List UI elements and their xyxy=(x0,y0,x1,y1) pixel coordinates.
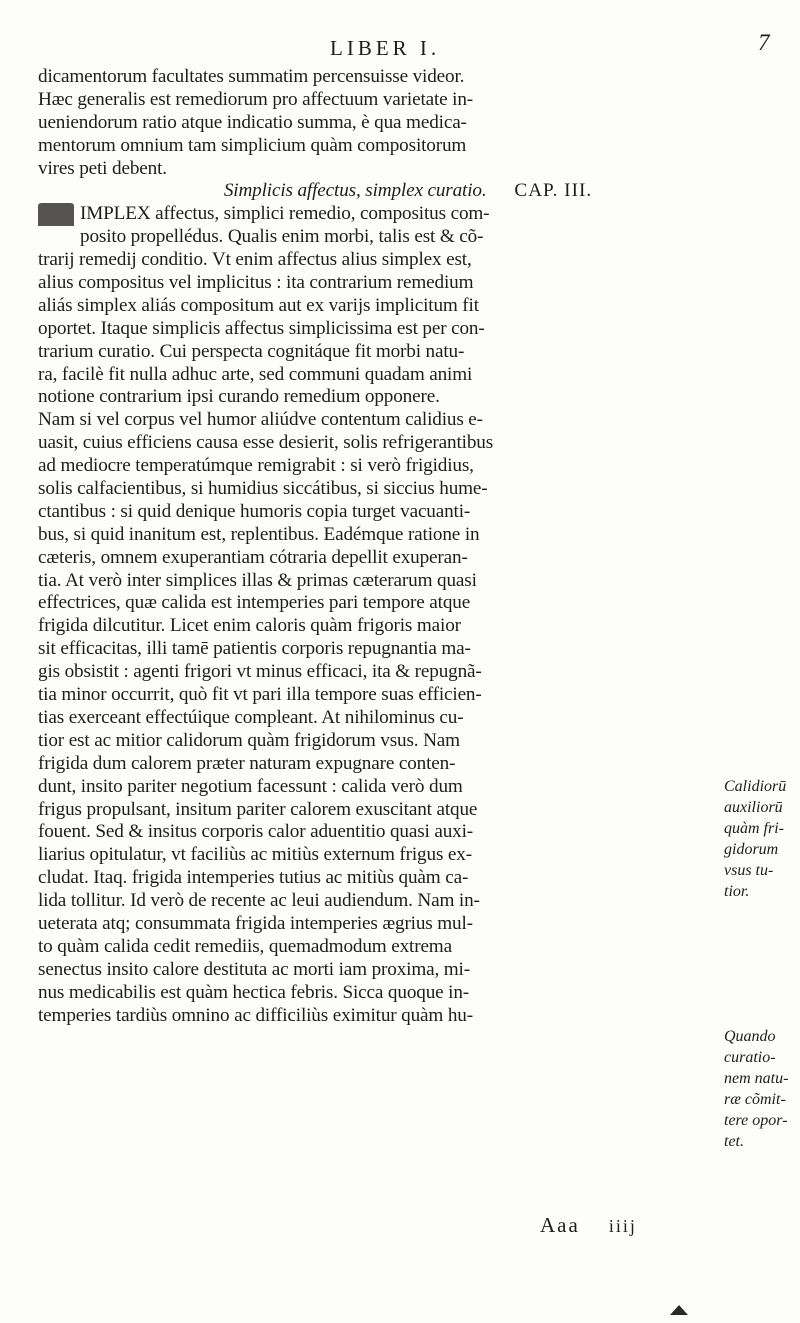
margin-note-quando xyxy=(724,1028,788,1154)
text-line: dicamentorum facultates summatim percensuisse videor. xyxy=(38,66,465,87)
text-line: frigida dilcutitur. Licet enim caloris quàm frigoris maior xyxy=(38,615,461,637)
text-line: solis calfacientibus, si humidius siccátibus, si siccius hume- xyxy=(38,478,488,500)
margin-note-line: vsus tu- xyxy=(724,862,774,879)
text-line: tior est ac mitior calidorum quàm frigidorum vsus. Nam xyxy=(38,729,460,751)
text-line: frigus propulsant, insitum pariter calorem exuscitant atque xyxy=(38,798,478,820)
text-line: tia minor occurrit, quò fit vt pari illa tempore suas efficien- xyxy=(38,684,482,706)
margin-note-line: curatio- xyxy=(724,1049,776,1066)
margin-note-line: quàm fri- xyxy=(724,820,784,837)
text-line: ueterata atq; consummata frigida intemperies ægrius mul- xyxy=(38,912,473,934)
text-line: trarij remedij conditio. Vt enim affectus alius simplex est, xyxy=(38,249,472,271)
text-line: bus, si quid inanitum est, replentibus. Eadémque ratione in xyxy=(38,523,480,545)
text-line: sit efficacitas, illi tamē patientis corporis repugnantia ma- xyxy=(38,638,471,660)
text-line: oportet. Itaque simplicis affectus simplicissima est per con- xyxy=(38,317,485,339)
signature-mark xyxy=(540,1213,637,1238)
ink-blot-icon xyxy=(670,1305,688,1315)
text-line: alius compositus vel implicitus : ita contrarium remedium xyxy=(38,272,474,294)
text-line: ueniendorum ratio atque indicatio summa, è qua medica- xyxy=(38,111,467,133)
text-line: tias exerceant effectúique compleant. At nihilominus cu- xyxy=(38,706,464,728)
text-line: ctantibus : si quid denique humoris copia turget vacuanti- xyxy=(38,500,471,522)
margin-note-line: Quando xyxy=(724,1028,776,1045)
text-line: mentorum omnium tam simplicium quàm compositorum xyxy=(38,134,467,156)
margin-note-line: nem natu- xyxy=(724,1070,789,1087)
chapter-subtitle: Simplicis affectus, simplex curatio. xyxy=(223,180,487,202)
text-line: trarium curatio. Cui perspecta cognitáque fit morbi natu- xyxy=(38,340,465,362)
text-line: gis obsistit : agenti frigori vt minus efficaci, ita & repugnã- xyxy=(38,661,482,683)
text-line: posito propellédus. Qualis enim morbi, talis est & cõ- xyxy=(80,226,484,248)
signature-number: iiij xyxy=(608,1216,637,1236)
text-line: temperies tardiùs omnino ac difficiliùs eximitur quàm hu- xyxy=(38,1004,473,1026)
margin-note-calidiorum xyxy=(724,778,786,904)
main-text-block xyxy=(38,66,718,1027)
text-line: uasit, cuius efficiens causa esse desierit, solis refrigerantibus xyxy=(38,432,494,454)
text-line: senectus insito calore destituta ac morti iam proxima, mi- xyxy=(38,958,470,980)
text-line: fouent. Sed & insitus corporis calor aduentitio quasi auxi- xyxy=(38,821,474,843)
page-footer xyxy=(0,1213,800,1243)
chapter-heading xyxy=(38,180,718,203)
margin-note-line: Calidiorū xyxy=(724,778,787,795)
text-line-content: IMPLEX affectus, simplici remedio, compositus com- xyxy=(80,203,490,225)
text-line: Hæc generalis est remediorum pro affectuum varietate in- xyxy=(38,88,474,110)
margin-note-line: auxiliorū xyxy=(724,799,783,816)
text-line: cæteris, omnem exuperantiam cótraria depellit exuperan- xyxy=(38,546,468,568)
text-line: Nam si vel corpus vel humor aliúdve contentum calidius e- xyxy=(38,409,483,431)
running-title: LIBER I. xyxy=(330,36,441,60)
text-line: nus medicabilis est quàm hectica febris. Sicca quoque in- xyxy=(38,981,470,1003)
text-line: lida tollitur. Id verò de recente ac leui audiendum. Nam in- xyxy=(38,890,480,912)
text-line: tia. At verò inter simplices illas & primas cæterarum quasi xyxy=(38,569,477,591)
page-number: 7 xyxy=(758,30,770,55)
text-line: frigida dum calorem præter naturam expugnare conten- xyxy=(38,752,456,774)
text-line: ad mediocre temperatúmque remigrabit : si verò frigidius, xyxy=(38,455,474,477)
margin-note-line: tere opor- xyxy=(724,1112,788,1129)
text-line: vires peti debent. xyxy=(38,157,167,179)
text-line xyxy=(38,203,718,226)
margin-note-line: gidorum xyxy=(724,841,779,858)
text-line: dunt, insito pariter negotium facessunt : calida verò dum xyxy=(38,775,463,797)
text-line: cludat. Itaq. frigida intemperies tutius ac mitiùs quàm ca- xyxy=(38,867,469,889)
text-line: notione contrarium ipsi curando remedium opponere. xyxy=(38,386,440,408)
margin-note-line: tet. xyxy=(724,1133,744,1150)
text-line: to quàm calida cedit remediis, quemadmodum extrema xyxy=(38,935,452,957)
text-line: aliás simplex aliás compositum aut ex varijs implicitum fit xyxy=(38,294,479,316)
text-line: liarius opitulatur, vt faciliùs ac mitiùs externum frigus ex- xyxy=(38,844,472,866)
decorated-initial-icon xyxy=(38,203,74,226)
text-line: ra, facilè fit nulla adhuc arte, sed communi quadam animi xyxy=(38,363,473,385)
signature-letters: Aaa xyxy=(540,1213,580,1237)
text-line: effectrices, quæ calida est intemperies pari tempore atque xyxy=(38,592,471,614)
margin-note-line: tior. xyxy=(724,883,750,900)
page-header xyxy=(0,30,800,66)
chapter-label: CAP. III. xyxy=(514,180,593,202)
margin-note-line: ræ cõmit- xyxy=(724,1091,786,1108)
